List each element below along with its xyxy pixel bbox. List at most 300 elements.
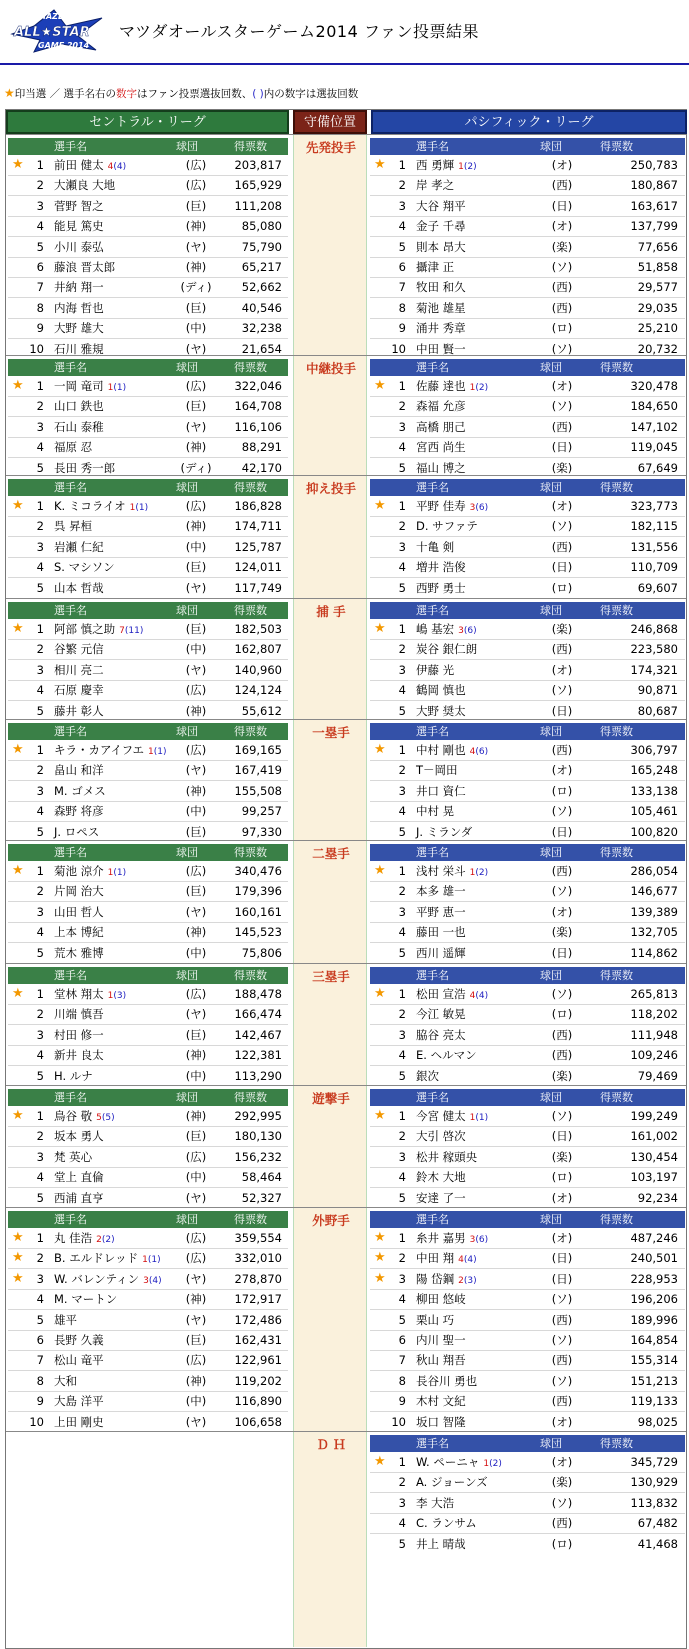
player-name: 福原 忍 xyxy=(54,440,93,455)
votes-cell: 162,807 xyxy=(234,642,282,657)
position-cell xyxy=(293,356,367,475)
team-cell: (広) xyxy=(185,987,207,1001)
team-cell: (ソ) xyxy=(551,1109,573,1123)
player-name-cell xyxy=(54,881,104,901)
column-name-label: 選手名 xyxy=(54,481,87,494)
rank-cell: 1 xyxy=(398,622,406,636)
column-name-label: 選手名 xyxy=(54,1091,87,1104)
column-name-label: 選手名 xyxy=(54,846,87,859)
rank-cell: 4 xyxy=(398,1048,406,1063)
player-name-cell xyxy=(416,1330,466,1350)
team-cell: (中) xyxy=(185,1170,207,1185)
player-name: 糸井 嘉男 xyxy=(416,1231,466,1245)
player-name: T－岡田 xyxy=(416,763,458,778)
table-row xyxy=(8,1025,288,1045)
team-cell: (日) xyxy=(551,560,573,575)
votes-cell: 155,314 xyxy=(630,1353,678,1368)
player-name: 長谷川 勇也 xyxy=(416,1373,478,1388)
table-row xyxy=(370,701,685,721)
player-name: 石川 雅規 xyxy=(54,341,104,356)
rank-cell: 4 xyxy=(398,560,406,575)
svg-text:ALL★STAR: ALL★STAR xyxy=(14,25,90,40)
total-selection-count: (11) xyxy=(124,626,144,636)
player-name: 松田 宣浩 xyxy=(416,987,466,1001)
fan-selection-count: 1 xyxy=(469,868,476,878)
team-cell: (ソ) xyxy=(551,884,573,899)
table-row xyxy=(370,1350,685,1370)
votes-cell: 92,234 xyxy=(637,1190,678,1205)
table-row xyxy=(370,257,685,277)
team-cell: (ヤ) xyxy=(185,1007,207,1022)
rank-cell: 5 xyxy=(398,460,406,475)
rank-cell: 2 xyxy=(36,399,44,414)
total-selection-count: (1) xyxy=(113,868,127,878)
rank-cell: 4 xyxy=(36,1292,44,1307)
column-team-label: 球団 xyxy=(540,725,562,738)
votes-cell: 106,658 xyxy=(234,1414,282,1429)
player-name-cell xyxy=(54,578,104,598)
fan-selection-count: 1 xyxy=(107,868,114,878)
votes-cell: 116,106 xyxy=(234,419,282,434)
table-row xyxy=(8,902,288,922)
player-name: 西野 勇士 xyxy=(416,580,466,595)
player-name: 片岡 治大 xyxy=(54,884,104,899)
position-section xyxy=(6,355,686,475)
player-name: 長野 久義 xyxy=(54,1333,104,1347)
table-row xyxy=(370,861,685,881)
position-section xyxy=(6,134,686,355)
star-icon: ★ xyxy=(374,1454,386,1469)
table-row xyxy=(370,760,685,780)
table-row xyxy=(8,660,288,680)
column-votes-label: 得票数 xyxy=(234,1213,267,1226)
rank-cell: 3 xyxy=(36,1027,44,1042)
column-team-label: 球団 xyxy=(540,1437,562,1450)
votes-cell: 180,867 xyxy=(630,178,678,193)
column-name-label: 選手名 xyxy=(54,725,87,738)
rank-cell: 1 xyxy=(36,499,44,513)
rank-cell: 5 xyxy=(398,239,406,254)
player-name-cell xyxy=(54,175,115,195)
rank-cell: 5 xyxy=(398,945,406,960)
votes-cell: 119,045 xyxy=(630,440,678,455)
votes-cell: 286,054 xyxy=(630,864,678,878)
rank-cell: 9 xyxy=(398,321,406,336)
player-name: 堂林 翔太 xyxy=(54,987,104,1001)
votes-cell: 142,467 xyxy=(234,1027,282,1042)
rank-cell: 5 xyxy=(36,460,44,475)
player-name-cell xyxy=(54,1248,161,1270)
central-column-header xyxy=(8,479,288,496)
table-row xyxy=(8,680,288,700)
votes-cell: 137,799 xyxy=(630,219,678,234)
team-cell: (巨) xyxy=(185,884,207,899)
votes-cell: 25,210 xyxy=(637,321,678,336)
player-name: 大谷 翔平 xyxy=(416,198,466,213)
table-row xyxy=(8,781,288,801)
team-cell: (神) xyxy=(185,925,207,940)
star-icon: ★ xyxy=(12,1108,24,1123)
rank-cell: 1 xyxy=(398,864,406,878)
team-cell: (ソ) xyxy=(551,1495,573,1510)
column-name-label: 選手名 xyxy=(416,1437,449,1450)
team-cell: (神) xyxy=(185,219,207,234)
team-cell: (日) xyxy=(551,824,573,839)
star-icon: ★ xyxy=(374,742,386,757)
column-name-label: 選手名 xyxy=(54,604,87,617)
votes-cell: 182,115 xyxy=(630,519,678,534)
central-column-header xyxy=(8,723,288,740)
table-row xyxy=(8,1371,288,1391)
column-votes-label: 得票数 xyxy=(600,725,633,738)
player-name-cell xyxy=(54,1289,117,1309)
votes-cell: 131,556 xyxy=(630,539,678,554)
fan-selection-count: 1 xyxy=(469,383,476,393)
player-name-cell xyxy=(54,943,104,963)
rank-cell: 5 xyxy=(36,945,44,960)
player-name: 平野 佳寿 xyxy=(416,499,466,513)
player-name: キラ・カアイフエ xyxy=(54,743,145,757)
votes-cell: 114,862 xyxy=(630,945,678,960)
table-row xyxy=(370,740,685,760)
table-row xyxy=(8,298,288,318)
team-cell: (オ) xyxy=(551,662,573,677)
table-row xyxy=(370,1066,685,1086)
votes-cell: 179,396 xyxy=(234,884,282,899)
votes-cell: 228,953 xyxy=(630,1271,678,1286)
team-cell: (広) xyxy=(185,1231,207,1245)
rank-cell: 5 xyxy=(398,1536,406,1551)
header-divider xyxy=(0,63,689,65)
votes-cell: 42,170 xyxy=(241,460,282,475)
table-row xyxy=(8,376,288,396)
column-name-label: 選手名 xyxy=(54,140,87,153)
table-row xyxy=(8,1391,288,1411)
votes-cell: 139,389 xyxy=(630,904,678,919)
votes-cell: 323,773 xyxy=(630,499,678,513)
selection-count xyxy=(142,1255,160,1265)
team-cell: (広) xyxy=(185,379,207,393)
table-row xyxy=(370,1412,685,1432)
player-name: 宮西 尚生 xyxy=(416,440,466,455)
central-column-header xyxy=(8,844,288,861)
table-row xyxy=(370,396,685,416)
player-name: 能見 篤史 xyxy=(54,219,104,234)
table-row xyxy=(8,1330,288,1350)
selection-count xyxy=(119,626,143,636)
player-name-cell xyxy=(54,1350,104,1370)
player-name-cell xyxy=(54,801,104,821)
fan-selection-count: 3 xyxy=(469,1235,476,1245)
votes-cell: 278,870 xyxy=(234,1271,282,1286)
player-name: 谷繁 元信 xyxy=(54,642,104,657)
player-name: 上田 剛史 xyxy=(54,1414,104,1429)
player-name-cell xyxy=(416,801,454,821)
votes-cell: 75,790 xyxy=(241,239,282,254)
player-name-cell xyxy=(416,881,466,901)
position-label: 中継投手 xyxy=(305,361,356,376)
table-row xyxy=(370,155,685,175)
rank-cell: 5 xyxy=(398,1068,406,1083)
player-name-cell xyxy=(54,417,104,437)
team-cell: (日) xyxy=(551,1251,573,1266)
player-name-cell xyxy=(54,1045,104,1065)
player-name-cell xyxy=(54,822,99,842)
player-name-cell xyxy=(54,1106,115,1128)
votes-cell: 130,929 xyxy=(630,1475,678,1490)
votes-cell: 184,650 xyxy=(630,399,678,414)
central-column-header xyxy=(8,602,288,619)
votes-cell: 172,917 xyxy=(234,1292,282,1307)
player-name: B. エルドレッド xyxy=(54,1251,139,1266)
player-name: 坂本 勇人 xyxy=(54,1129,104,1144)
team-cell: (ソ) xyxy=(551,987,573,1001)
player-name-cell xyxy=(416,1188,466,1208)
team-cell: (西) xyxy=(551,419,573,434)
total-selection-count: (4) xyxy=(463,1255,477,1266)
selection-count xyxy=(130,503,148,513)
team-cell: (西) xyxy=(551,1353,573,1368)
table-row xyxy=(370,1004,685,1024)
pacific-column-header xyxy=(370,723,685,740)
player-name: H. ルナ xyxy=(54,1068,93,1083)
team-cell: (オ) xyxy=(551,1231,573,1245)
player-name: 長田 秀一郎 xyxy=(54,460,116,475)
total-selection-count: (4) xyxy=(113,162,127,172)
team-cell: (ロ) xyxy=(551,783,573,798)
votes-cell: 109,246 xyxy=(630,1048,678,1063)
player-name-cell xyxy=(54,155,126,177)
rank-cell: 4 xyxy=(398,683,406,698)
selection-count xyxy=(108,991,126,1001)
rank-cell: 5 xyxy=(36,824,44,839)
player-name-cell xyxy=(54,701,104,721)
column-name-label: 選手名 xyxy=(54,1213,87,1226)
player-name: 新井 良太 xyxy=(54,1048,104,1063)
column-name-label: 選手名 xyxy=(416,604,449,617)
column-team-label: 球団 xyxy=(540,361,562,374)
table-row xyxy=(370,1513,685,1533)
team-cell: (オ) xyxy=(551,499,573,513)
table-row xyxy=(370,496,685,516)
table-row xyxy=(370,437,685,457)
team-cell: (ヤ) xyxy=(185,662,207,677)
player-name: 岩瀬 仁紀 xyxy=(54,539,104,554)
rank-cell: 3 xyxy=(36,1149,44,1164)
player-name-cell xyxy=(416,1106,488,1128)
player-name-cell xyxy=(54,760,104,780)
player-name-cell xyxy=(54,1228,115,1250)
player-name-cell xyxy=(416,396,466,416)
player-name-cell xyxy=(416,984,488,1006)
position-cell xyxy=(293,1208,367,1431)
rank-cell: 4 xyxy=(36,925,44,940)
player-name: M. ゴメス xyxy=(54,783,106,798)
player-name: 秋山 翔吾 xyxy=(416,1353,466,1368)
central-column-header xyxy=(8,359,288,376)
team-cell: (神) xyxy=(185,1292,207,1307)
table-row xyxy=(370,1126,685,1146)
table-row xyxy=(370,277,685,297)
table-row xyxy=(8,1147,288,1167)
rank-cell: 3 xyxy=(398,198,406,213)
pacific-column-header xyxy=(370,1435,685,1452)
team-cell: (日) xyxy=(551,198,573,213)
votes-cell: 105,461 xyxy=(630,804,678,819)
rank-cell: 5 xyxy=(398,824,406,839)
team-cell: (中) xyxy=(185,945,207,960)
position-section xyxy=(6,598,686,719)
team-cell: (ヤ) xyxy=(185,1190,207,1205)
total-selection-count: (1) xyxy=(147,1255,161,1266)
rank-cell: 10 xyxy=(391,341,406,356)
fan-selection-count: 1 xyxy=(142,1255,148,1266)
player-name-cell xyxy=(54,1310,77,1330)
total-selection-count: (1) xyxy=(113,383,127,393)
rank-cell: 4 xyxy=(398,925,406,940)
player-name-cell xyxy=(54,396,104,416)
team-cell: (西) xyxy=(551,539,573,554)
rank-cell: 7 xyxy=(36,280,44,295)
votes-cell: 151,213 xyxy=(630,1373,678,1388)
rank-cell: 4 xyxy=(36,1048,44,1063)
rank-cell: 6 xyxy=(398,1333,406,1347)
star-icon: ★ xyxy=(4,86,15,100)
votes-cell: 52,662 xyxy=(241,280,282,295)
rank-cell: 5 xyxy=(398,1190,406,1205)
team-cell: (巨) xyxy=(185,560,207,575)
rank-cell: 2 xyxy=(36,884,44,899)
table-row xyxy=(370,216,685,236)
player-name: 堂上 直倫 xyxy=(54,1170,104,1185)
position-label: 抑え投手 xyxy=(305,481,356,496)
team-cell: (巨) xyxy=(185,198,207,213)
team-cell: (ソ) xyxy=(551,804,573,819)
votes-cell: 196,206 xyxy=(630,1292,678,1307)
votes-cell: 90,871 xyxy=(637,683,678,698)
votes-cell: 199,249 xyxy=(630,1109,678,1123)
star-icon: ★ xyxy=(12,986,24,1001)
column-team-label: 球団 xyxy=(176,969,198,982)
player-name-cell xyxy=(416,660,454,680)
pacific-column-header xyxy=(370,844,685,861)
table-row xyxy=(8,277,288,297)
votes-cell: 67,649 xyxy=(637,460,678,475)
player-name: 坂口 智隆 xyxy=(416,1414,466,1429)
player-name: 上本 博紀 xyxy=(54,925,104,940)
star-icon: ★ xyxy=(12,863,24,878)
svg-text:GAME 2014: GAME 2014 xyxy=(38,41,90,50)
table-row xyxy=(370,902,685,922)
table-row xyxy=(370,578,685,598)
rank-cell: 2 xyxy=(398,178,406,193)
rank-cell: 2 xyxy=(36,763,44,778)
team-cell: (広) xyxy=(185,499,207,513)
table-row xyxy=(8,537,288,557)
table-row xyxy=(8,1412,288,1432)
player-name: W. バレンティン xyxy=(54,1271,140,1286)
player-name: 嶋 基宏 xyxy=(416,622,455,636)
selection-count xyxy=(470,1113,488,1123)
player-name-cell xyxy=(54,639,104,659)
player-name: 山田 哲人 xyxy=(54,904,104,919)
player-name-cell xyxy=(54,318,104,338)
position-section xyxy=(6,1085,686,1207)
votes-cell: 320,478 xyxy=(630,379,678,393)
table-row xyxy=(8,516,288,536)
votes-cell: 240,501 xyxy=(630,1251,678,1266)
player-name: 銀次 xyxy=(416,1068,439,1083)
rank-cell: 3 xyxy=(398,1149,406,1164)
selection-count xyxy=(108,383,126,393)
rank-cell: 3 xyxy=(36,783,44,798)
column-votes-label: 得票数 xyxy=(234,140,267,153)
rank-cell: 2 xyxy=(36,1251,44,1266)
pacific-column-header xyxy=(370,602,685,619)
player-name: 李 大浩 xyxy=(416,1495,455,1510)
player-name: 村田 修一 xyxy=(54,1027,104,1042)
rank-cell: 6 xyxy=(36,260,44,274)
team-cell: (日) xyxy=(551,440,573,455)
player-name-cell xyxy=(54,237,104,257)
position-label: 遊撃手 xyxy=(312,1091,350,1106)
team-cell: (オ) xyxy=(551,904,573,919)
player-name-cell xyxy=(416,1534,466,1554)
player-name-cell xyxy=(416,1452,502,1474)
votes-cell: 113,290 xyxy=(234,1068,282,1083)
column-name-label: 選手名 xyxy=(416,361,449,374)
team-cell: (楽) xyxy=(551,1475,573,1490)
central-column-header xyxy=(8,138,288,155)
pacific-league-header: パシフィック・リーグ xyxy=(371,110,687,134)
player-name-cell xyxy=(54,861,126,883)
position-label: 捕 手 xyxy=(316,604,346,619)
table-row xyxy=(8,1350,288,1370)
selection-count xyxy=(470,1235,488,1245)
table-row xyxy=(370,922,685,942)
table-row xyxy=(8,318,288,338)
player-name: 井口 資仁 xyxy=(416,783,466,798)
column-votes-label: 得票数 xyxy=(600,1091,633,1104)
player-name-cell xyxy=(54,984,126,1006)
column-votes-label: 得票数 xyxy=(234,604,267,617)
player-name: 炭谷 銀仁朗 xyxy=(416,642,478,657)
rank-cell: 8 xyxy=(36,1373,44,1388)
table-row xyxy=(370,298,685,318)
rank-cell: 3 xyxy=(398,783,406,798)
player-name-cell xyxy=(416,175,454,195)
rank-cell: 4 xyxy=(398,219,406,234)
star-icon: ★ xyxy=(12,157,24,172)
player-name-cell xyxy=(416,1513,477,1533)
team-cell: (ヤ) xyxy=(185,1312,207,1327)
fan-selection-count: 2 xyxy=(458,1275,464,1286)
rank-cell: 3 xyxy=(398,904,406,919)
rank-cell: 5 xyxy=(36,1190,44,1205)
team-cell: (ロ) xyxy=(551,1170,573,1185)
player-name-cell xyxy=(416,417,466,437)
votes-cell: 180,130 xyxy=(234,1129,282,1144)
player-name-cell xyxy=(416,1045,477,1065)
team-cell: (オ) xyxy=(551,158,573,172)
player-name: 金子 千尋 xyxy=(416,219,466,234)
rank-cell: 6 xyxy=(36,1333,44,1347)
player-name-cell xyxy=(54,196,104,216)
rank-cell: 2 xyxy=(398,1129,406,1144)
column-votes-label: 得票数 xyxy=(234,1091,267,1104)
rank-cell: 5 xyxy=(36,580,44,595)
total-selection-count: (1) xyxy=(475,1113,489,1123)
